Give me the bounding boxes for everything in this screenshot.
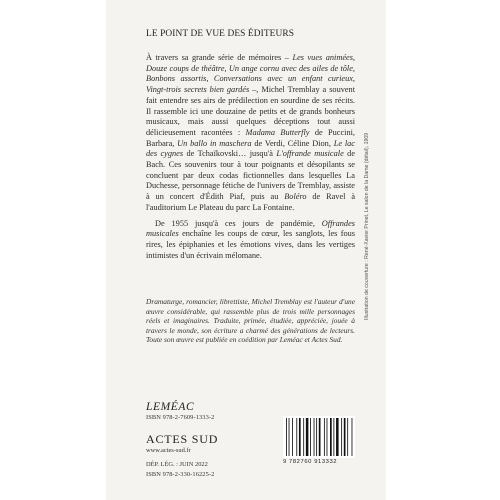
synopsis-paragraph-1: À travers sa grande série de mémoires – Les vues animées, Douze coups de théâtre, Un ange cornu avec des ailes de tôle, Bonbons assortis, Conversations avec un enfant curieux, Vingt-trois secrets bien gardés –, Michel Tremblay a souvent fait entendre ses airs de prédilection en sourdine de ses récits. Il rassemble ici une douzaine de petits et de grands bonheurs musicaux, mais aussi quelques déceptions tout aussi délicieusement racontées : Madama Butterfly de Puccini, Barbara, Un ballo in maschera de Verdi, Céline Dion, Le lac des cygnes de Tchaïkovski… jusqu'à L'offrande musicale de Bach. Ces souvenirs tour à tour poignants et désopilants se concluent par deux codas fictionnelles dans lesquelles La Duchesse, personnage fétiche de l'univers de Tremblay, assiste à un concert d'Édith Piaf, puis au Boléro de Ravel à l'auditorium Le Plateau du parc La Fontaine. <box>146 53 356 212</box>
actes-sud-logo: ACTES SUD <box>146 432 219 446</box>
actes-sud-isbn: ISBN 978-2-330-16225-2 <box>146 470 215 478</box>
actes-sud-url: www.actes-sud.fr <box>146 447 191 454</box>
synopsis <box>146 53 355 266</box>
author-bio: Dramaturge, romancier, librettiste, Michel Tremblay est l'auteur d'une œuvre considérable, qui rassemble plus de trois mille personnages réels et imaginaires. Traduite, primée, étudiée, appréciée, jouée à travers le monde, son écriture a charmé des générations de lecteurs. Toute son œuvre est publiée en coédition par Leméac et Actes Sud. <box>146 297 355 344</box>
italic-title: Les vues animées, Douze coups de théâtre, Un ange cornu avec des ailes de tôle, Bonbons assortis, Conversations avec un enfant curieux, Vingt-trois secrets bien gardés <box>146 53 355 95</box>
italic-title: Madama Butterfly <box>245 127 310 137</box>
barcode-number: 9 782760 913332 <box>283 459 338 465</box>
lemeac-isbn: ISBN 978-2-7609-1333-2 <box>146 414 215 421</box>
italic-title: Offrandes musicales <box>146 218 355 239</box>
lemeac-logo: LEMÉAC <box>146 401 195 413</box>
publisher-block <box>146 401 286 478</box>
italic-title: Le lac des cygnes <box>146 138 355 159</box>
italic-title: Un ballo in maschera <box>177 138 252 148</box>
cover-illustration-credit: Illustration de couverture : René-Xavier Prinet, Le salon de la Dame (détail), 1909 <box>364 132 370 320</box>
synopsis-paragraph-2: De 1955 jusqu'à ces jours de pandémie, Offrandes musicales enchaîne les coups de cœur, les sanglots, les fous rires, les épiphanies et les émotions vives, dans les vertiges intimistes d'un écrivain mélomane. <box>146 218 355 260</box>
legal-deposit: DÉP. LÉG. : JUIN 2022 <box>146 461 208 468</box>
italic-title: Boléro <box>284 192 307 202</box>
barcode <box>283 416 355 468</box>
barcode-bars <box>283 416 355 458</box>
italic-title: L'offrande musicale <box>276 149 344 159</box>
page-title: LE POINT DE VUE DES ÉDITEURS <box>146 29 295 39</box>
